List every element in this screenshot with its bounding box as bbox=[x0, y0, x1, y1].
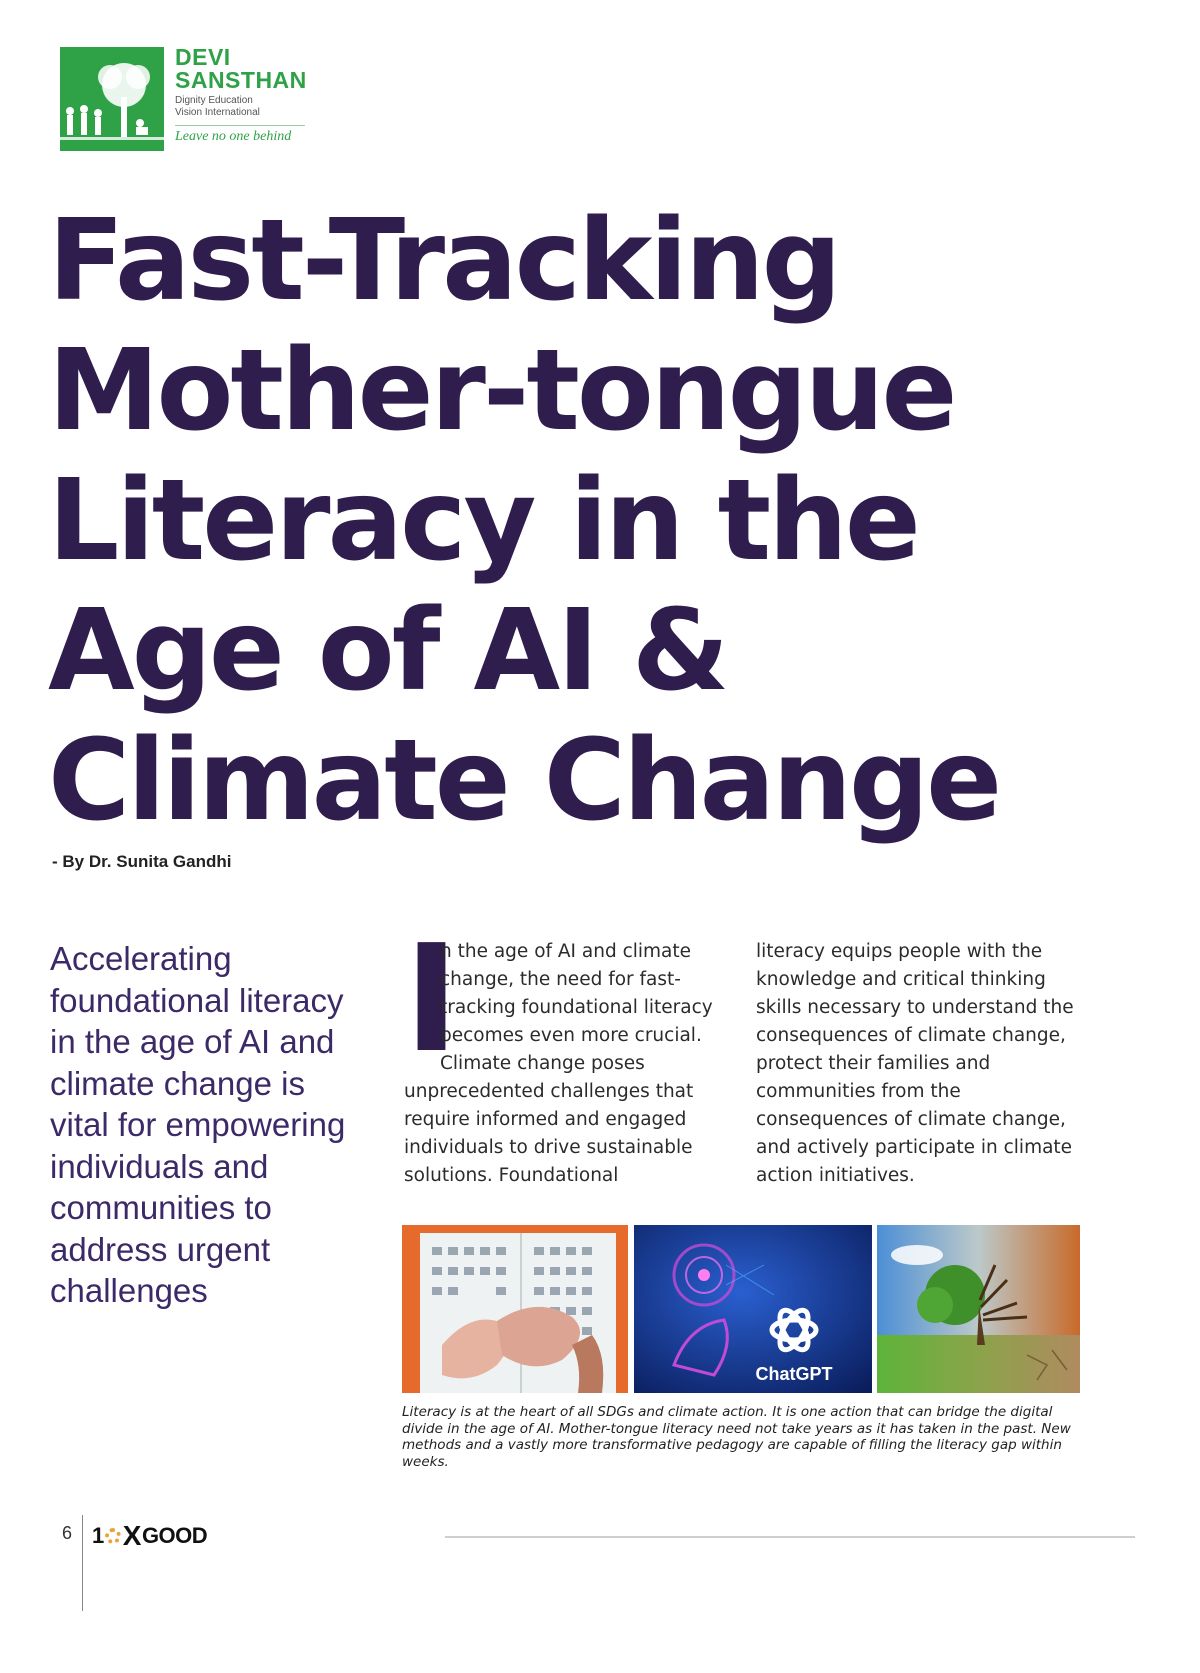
body-column-2: literacy equips people with the knowledge and critical thinking skills necessary to understand the consequences of climate change, protect their families and communities from the consequences of climate change, and actively participate in climate action initiatives. bbox=[756, 941, 1074, 1186]
sdg-wheel-icon bbox=[105, 1528, 121, 1544]
logo-tagline: Leave no one behind bbox=[175, 125, 305, 145]
title-line-2: Mother-tongue bbox=[48, 326, 955, 456]
footer-divider-vertical bbox=[82, 1515, 83, 1611]
title-line-4: Age of AI & bbox=[48, 586, 727, 716]
logo-subtitle-line2: Vision International bbox=[175, 107, 260, 118]
logo-mark bbox=[60, 47, 164, 151]
logo-text bbox=[175, 46, 307, 145]
tree-people-icon bbox=[60, 47, 164, 151]
image-caption: Literacy is at the heart of all SDGs and climate action. It is one action that can bridge the digital divide in the age of AI. Mother-tongue literacy need not take years as it has taken in the past. New methods and a vastly more transformative pedagogy are capable of filling the literacy gap within weeks. bbox=[402, 1404, 1071, 1470]
byline: - By Dr. Sunita Gandhi bbox=[52, 852, 232, 871]
chatgpt-ai-image bbox=[634, 1225, 872, 1393]
brand-good: GOOD bbox=[141, 1523, 208, 1548]
literacy-chart-photo bbox=[402, 1225, 628, 1393]
title-line-3: Literacy in the bbox=[48, 456, 918, 586]
pull-quote: Accelerating foundational literacy in the age of AI and climate change is vital for empowering individuals and communities to address urgent challenges bbox=[50, 940, 346, 1309]
drop-cap: I bbox=[404, 913, 460, 1085]
page-title bbox=[48, 196, 1158, 846]
logo-name-line1: DEVI bbox=[175, 44, 231, 70]
body-column-1-text: n the age of AI and climate change, the need for fast-tracking foundational literacy becomes even more crucial. Climate change poses unprecedented challenges that require informed and engaged individuals to drive sustainable solutions. Foundational bbox=[404, 941, 713, 1186]
brand-one: 1 bbox=[92, 1523, 104, 1548]
publication-logo bbox=[92, 1520, 207, 1552]
logo-name-line2: SANSTHAN bbox=[175, 67, 307, 93]
logo-subtitle-line1: Dignity Education bbox=[175, 95, 253, 106]
chatgpt-label: ChatGPT bbox=[755, 1364, 833, 1384]
footer-rule bbox=[445, 1536, 1135, 1538]
page-number: 6 bbox=[62, 1523, 73, 1543]
body-column-1 bbox=[404, 913, 724, 1190]
climate-tree-image bbox=[877, 1225, 1080, 1393]
title-line-5: Climate Change bbox=[48, 716, 1000, 846]
title-line-1: Fast-Tracking bbox=[48, 196, 839, 326]
brand-x: X bbox=[122, 1520, 141, 1551]
